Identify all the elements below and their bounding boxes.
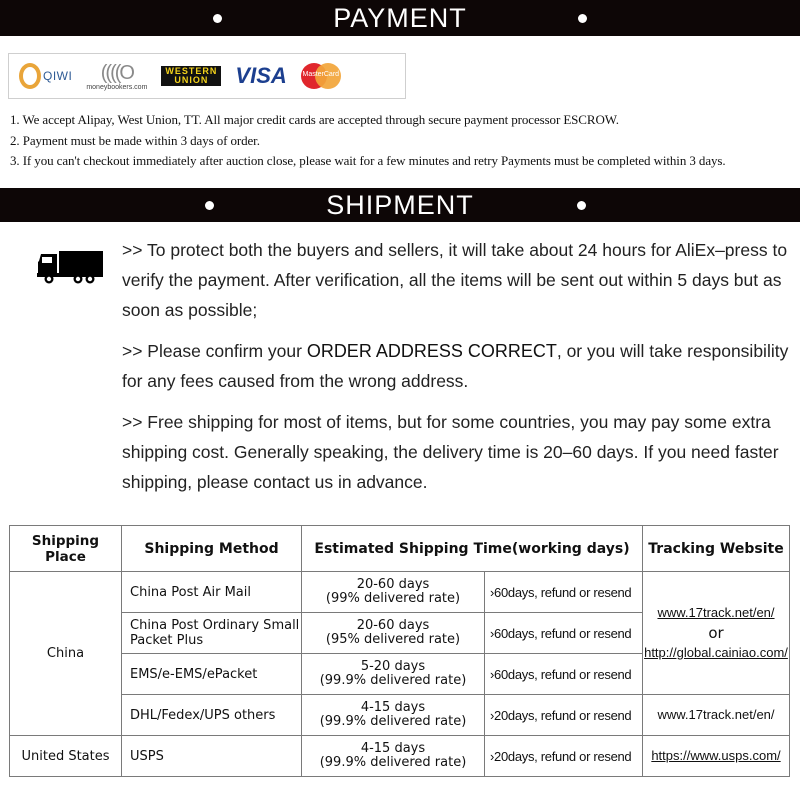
refund-cell: ›60days, refund or resend — [485, 572, 643, 613]
shipment-note-verification: >> To protect both the buyers and sellers, it will take about 24 hours for AliEx–press to verify the payment. After verification, all the items will be sent out within 5 days but as soon as possible; — [122, 240, 788, 320]
truck-icon — [37, 250, 103, 284]
moneybookers-rings-icon: ((((O — [100, 61, 133, 84]
tracking-cell — [643, 736, 790, 777]
payment-banner — [0, 0, 800, 36]
method-cell: EMS/e-EMS/ePacket — [122, 654, 302, 695]
shipment-note-free-shipping: >> Free shipping for most of items, but for some countries, you may pay some extra shipping cost. Generally speaking, the delivery time is 20–60 days. If you need faster shipping, please contact us in advance. — [122, 412, 779, 492]
order-address-emphasis: ORDER ADDRESS CORRECT — [306, 341, 557, 361]
bullet-dot-icon — [578, 14, 587, 23]
estimate-cell: 5-20 days (99.9% delivered rate) — [302, 654, 485, 695]
shipment-notes — [122, 235, 794, 508]
tracking-cell[interactable]: www.17track.net/en/ — [643, 695, 790, 736]
table-row — [10, 736, 790, 777]
header-tracking-website: Tracking Website — [643, 526, 790, 572]
table-row — [10, 695, 790, 736]
refund-cell: ›20days, refund or resend — [485, 695, 643, 736]
method-cell: China Post Air Mail — [122, 572, 302, 613]
payment-term: 3. If you can't checkout immediately after auction close, please wait for a few minutes and retry Payments must be completed within 3 days. — [10, 153, 726, 168]
header-estimated-time: Estimated Shipping Time(working days) — [302, 526, 643, 572]
qiwi-logo: QIWI — [19, 63, 72, 89]
shipment-banner — [0, 188, 800, 222]
payment-logos — [8, 53, 406, 99]
china-tracking-cell — [643, 572, 790, 695]
place-united-states: United States — [10, 736, 122, 777]
method-cell: China Post Ordinary Small Packet Plus — [122, 613, 302, 654]
visa-logo: VISA — [235, 63, 287, 88]
estimate-cell: 4-15 days (99.9% delivered rate) — [302, 695, 485, 736]
bullet-dot-icon — [577, 201, 586, 210]
qiwi-q-icon — [19, 63, 41, 89]
payment-title: PAYMENT — [333, 3, 467, 33]
refund-cell: ›20days, refund or resend — [485, 736, 643, 777]
table-row — [10, 572, 790, 613]
payment-term: 1. We accept Alipay, West Union, TT. All major credit cards are accepted through secure payment processor ESCROW. — [10, 112, 619, 127]
header-shipping-method: Shipping Method — [122, 526, 302, 572]
shipment-note-address: >> Please confirm your ORDER ADDRESS CORRECT, or you will take responsibility for any fees caused from the wrong address. — [122, 341, 789, 391]
table-header-row — [10, 526, 790, 572]
moneybookers-logo: ((((O moneybookers.com — [86, 61, 148, 91]
payment-terms — [10, 110, 800, 172]
estimate-cell: 20-60 days (95% delivered rate) — [302, 613, 485, 654]
tracking-link-cainiao[interactable]: http://global.cainiao.com/ — [644, 645, 788, 660]
payment-term: 2. Payment must be made within 3 days of order. — [10, 132, 260, 148]
refund-cell: ›60days, refund or resend — [485, 654, 643, 695]
mastercard-logo: MasterCard — [301, 63, 341, 89]
estimate-cell: 20-60 days (99% delivered rate) — [302, 572, 485, 613]
refund-cell: ›60days, refund or resend — [485, 613, 643, 654]
shipment-title: SHIPMENT — [326, 190, 474, 220]
estimate-cell: 4-15 days (99.9% delivered rate) — [302, 736, 485, 777]
tracking-link-usps[interactable]: https://www.usps.com/ — [651, 748, 781, 763]
shipping-table — [9, 525, 790, 777]
tracking-or-label: or — [708, 624, 724, 642]
tracking-link-17track[interactable]: www.17track.net/en/ — [657, 605, 775, 620]
header-shipping-place: Shipping Place — [10, 526, 122, 572]
method-cell: USPS — [122, 736, 302, 777]
place-china: China — [10, 572, 122, 736]
western-union-logo: WESTERN UNION — [161, 66, 221, 86]
method-cell: DHL/Fedex/UPS others — [122, 695, 302, 736]
